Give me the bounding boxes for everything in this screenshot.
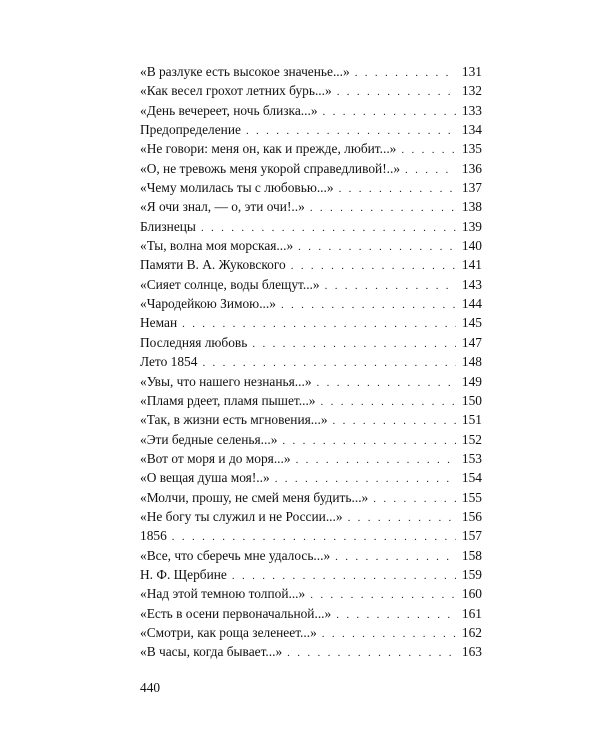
- toc-entry: [140, 604, 482, 623]
- toc-entry-title: «Вот от моря и до моря...»: [140, 450, 291, 466]
- toc-entry-page: 156: [461, 508, 482, 524]
- toc-entry-title: «О вещая душа моя!..»: [140, 470, 270, 486]
- dot-leader: [339, 180, 456, 199]
- toc-entry-page: 143: [461, 276, 482, 292]
- toc-entry-page: 157: [461, 528, 482, 544]
- toc-entry-title: «День вечереет, ночь близка...»: [140, 102, 318, 118]
- toc-entry-title: Памяти В. А. Жуковского: [140, 257, 286, 273]
- toc-entry: [140, 120, 482, 139]
- toc-entry-page: 141: [461, 257, 482, 273]
- toc-entry-title: «Я очи знал, — о, эти очи!..»: [140, 199, 305, 215]
- dot-leader: [296, 451, 456, 470]
- toc-entry-title: «Увы, что нашего незнанья...»: [140, 373, 312, 389]
- toc-entry-page: 132: [461, 83, 482, 99]
- dot-leader: [335, 548, 456, 567]
- toc-entry-page: 160: [461, 586, 482, 602]
- toc-entry: [140, 488, 482, 507]
- toc-entry-page: 134: [461, 122, 482, 138]
- toc-entry-title: «Сияет солнце, воды блещут...»: [140, 276, 320, 292]
- toc-entry-page: 136: [461, 160, 482, 176]
- toc-entry: [140, 449, 482, 468]
- toc-entry: [140, 430, 482, 449]
- toc-entry-title: 1856: [140, 528, 167, 544]
- toc-entry: [140, 81, 482, 100]
- toc-entry-page: 140: [461, 238, 482, 254]
- toc-entry: [140, 255, 482, 274]
- dot-leader: [333, 412, 456, 431]
- toc-entry: [140, 642, 482, 661]
- dot-leader: [405, 161, 456, 180]
- toc-entry: [140, 507, 482, 526]
- toc-entry-page: 161: [461, 605, 482, 621]
- toc-entry: [140, 294, 482, 313]
- toc-entry: [140, 526, 482, 545]
- toc-entry-title: «В разлуке есть высокое значенье...»: [140, 64, 350, 79]
- dot-leader: [287, 644, 456, 663]
- toc-entry-title: Предопределение: [140, 122, 241, 138]
- toc-entry-title: «В часы, когда бывает...»: [140, 644, 283, 660]
- dot-leader: [252, 335, 456, 354]
- toc-entry-title: «Над этой темною толпой...»: [140, 586, 306, 602]
- toc-entry-title: «Эти бедные селенья...»: [140, 431, 278, 447]
- table-of-contents: [140, 62, 482, 662]
- dot-leader: [337, 83, 456, 102]
- toc-entry: [140, 468, 482, 487]
- toc-entry: [140, 391, 482, 410]
- toc-entry-page: 151: [461, 412, 482, 428]
- dot-leader: [282, 432, 456, 451]
- dot-leader: [322, 625, 456, 644]
- toc-entry-page: 162: [461, 624, 482, 640]
- toc-entry-page: 148: [461, 354, 482, 370]
- toc-entry: [140, 217, 482, 236]
- dot-leader: [298, 238, 456, 257]
- toc-entry-title: «Ты, волна моя морская...»: [140, 238, 294, 254]
- toc-entry: [140, 236, 482, 255]
- dot-leader: [336, 606, 456, 625]
- toc-entry-title: «Так, в жизни есть мгновения...»: [140, 412, 328, 428]
- toc-entry-title: «Есть в осени первоначальной...»: [140, 605, 332, 621]
- toc-entry-title: Н. Ф. Щербине: [140, 566, 227, 582]
- toc-entry-page: 158: [461, 547, 482, 563]
- toc-entry-title: Лето 1854: [140, 354, 198, 370]
- dot-leader: [310, 586, 456, 605]
- toc-entry-title: «Чародейкою Зимою...»: [140, 296, 276, 312]
- dot-leader: [317, 374, 456, 393]
- toc-entry: [140, 352, 482, 371]
- toc-entry-page: 133: [461, 102, 482, 118]
- toc-entry: [140, 159, 482, 178]
- toc-entry: [140, 410, 482, 429]
- toc-entry-page: 131: [461, 64, 482, 79]
- toc-entry: [140, 313, 482, 332]
- toc-entry-page: 144: [461, 296, 482, 312]
- toc-entry: [140, 178, 482, 197]
- toc-entry-page: 154: [461, 470, 482, 486]
- toc-entry-page: 135: [461, 141, 482, 157]
- toc-entry: [140, 101, 482, 120]
- toc-entry-title: «Пламя рдеет, пламя пышет...»: [140, 392, 316, 408]
- toc-entry: [140, 584, 482, 603]
- dot-leader: [321, 393, 456, 412]
- toc-entry-page: 153: [461, 450, 482, 466]
- toc-entry-title: Близнецы: [140, 218, 196, 234]
- dot-leader: [281, 296, 456, 315]
- page-number: 440: [140, 680, 161, 695]
- toc-entry-title: «Смотри, как роща зеленеет...»: [140, 624, 317, 640]
- toc-entry-title: «Молчи, прошу, не смей меня будить...»: [140, 489, 369, 505]
- toc-entry: [140, 565, 482, 584]
- toc-entry-title: «Чему молилась ты с любовью...»: [140, 180, 334, 196]
- toc-entry-page: 159: [461, 566, 482, 582]
- toc-entry-title: Неман: [140, 315, 178, 331]
- dot-leader: [373, 490, 456, 509]
- toc-entry-title: «Не богу ты служил и не России...»: [140, 508, 343, 524]
- toc-entry-page: 147: [461, 334, 482, 350]
- toc-entry-page: 150: [461, 392, 482, 408]
- toc-entry-title: «Не говори: меня он, как и прежде, любит...»: [140, 141, 397, 157]
- toc-entry-page: 137: [461, 180, 482, 196]
- toc-entry-page: 145: [461, 315, 482, 331]
- toc-entry-page: 152: [461, 431, 482, 447]
- toc-entry-page: 138: [461, 199, 482, 215]
- toc-entry: [140, 275, 482, 294]
- toc-entry-page: 149: [461, 373, 482, 389]
- toc-entry: [140, 139, 482, 158]
- dot-leader: [348, 509, 456, 528]
- toc-entry-page: 163: [461, 644, 482, 660]
- dot-leader: [310, 199, 456, 218]
- toc-entry: [140, 623, 482, 642]
- toc-entry-page: 139: [461, 218, 482, 234]
- toc-entry: [140, 546, 482, 565]
- toc-entry-title: «Все, что сберечь мне удалось...»: [140, 547, 331, 563]
- toc-entry-page: 155: [461, 489, 482, 505]
- dot-leader: [401, 141, 456, 160]
- toc-entry-title: Последняя любовь: [140, 334, 248, 350]
- dot-leader: [355, 64, 456, 83]
- dot-leader: [323, 103, 456, 122]
- toc-entry-title: «Как весел грохот летних бурь...»: [140, 83, 332, 99]
- toc-entry: [140, 372, 482, 391]
- toc-entry: [140, 197, 482, 216]
- toc-entry-title: «О, не тревожь меня укорой справедливой!..»: [140, 160, 401, 176]
- toc-entry: [140, 62, 482, 81]
- toc-entry: [140, 333, 482, 352]
- dot-leader: [325, 277, 456, 296]
